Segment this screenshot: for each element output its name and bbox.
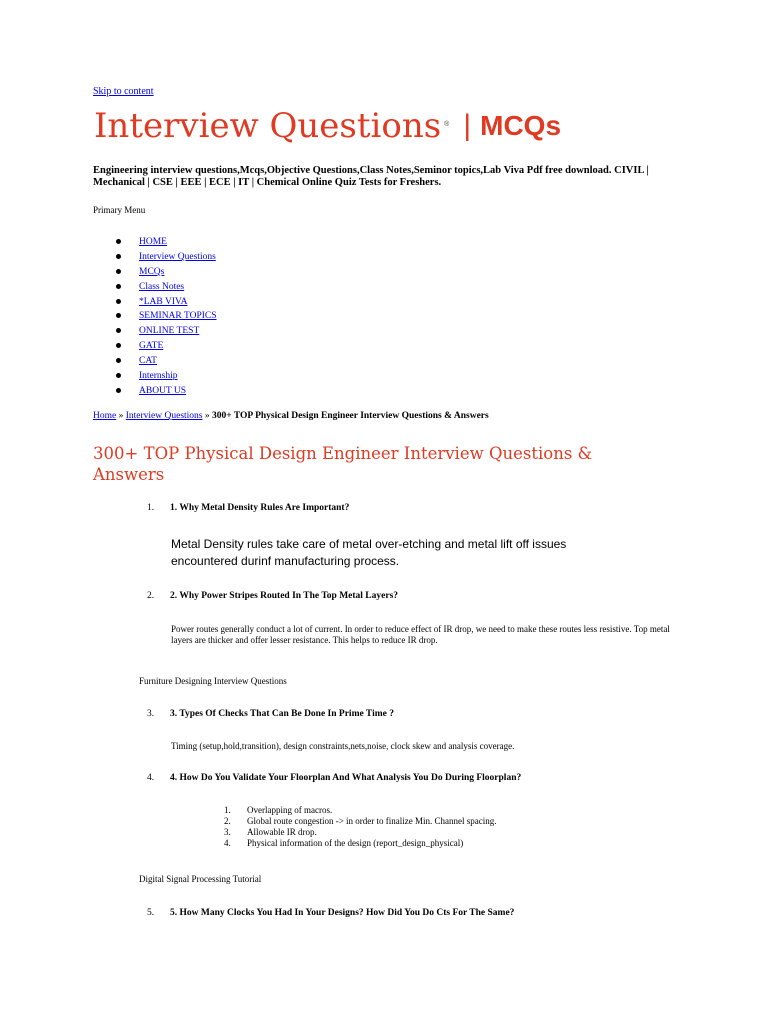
bullet-icon bbox=[116, 254, 121, 259]
question-number: 2. bbox=[147, 591, 155, 601]
list-text: Global route congestion -> in order to finalize Min. Channel spacing. bbox=[247, 816, 497, 826]
question-number: 5. bbox=[147, 908, 155, 918]
page-title: 300+ TOP Physical Design Engineer Interview Questions & Answers bbox=[93, 444, 593, 484]
question-item bbox=[147, 773, 521, 783]
menu-link-gate[interactable]: GATE bbox=[139, 341, 164, 352]
primary-menu-label: Primary Menu bbox=[93, 205, 146, 215]
question-text: 4. How Do You Validate Your Floorplan And What Analysis You Do During Floorplan? bbox=[170, 773, 522, 783]
menu-item-gate bbox=[116, 339, 217, 354]
site-logo[interactable] bbox=[94, 103, 561, 153]
bullet-icon bbox=[116, 269, 121, 274]
related-link-text: Furniture Designing Interview Questions bbox=[139, 676, 287, 686]
skip-to-content-link[interactable]: Skip to content bbox=[93, 86, 154, 97]
list-text: Allowable IR drop. bbox=[247, 827, 317, 837]
bullet-icon bbox=[116, 388, 121, 393]
menu-link-cat[interactable]: CAT bbox=[139, 356, 157, 367]
list-item bbox=[224, 816, 497, 827]
menu-item-seminar-topics bbox=[116, 309, 217, 324]
question-item bbox=[147, 709, 394, 719]
logo-mcqs-text: MCQs bbox=[480, 110, 562, 141]
question-item bbox=[147, 908, 514, 918]
primary-menu bbox=[116, 235, 217, 399]
list-number: 4. bbox=[224, 838, 231, 848]
question-number: 4. bbox=[147, 773, 155, 783]
menu-link-interview-questions[interactable]: Interview Questions bbox=[139, 251, 216, 262]
menu-link-mcqs[interactable]: MCQs bbox=[139, 266, 165, 277]
menu-item-interview-questions bbox=[116, 250, 217, 265]
menu-item-cat bbox=[116, 354, 217, 369]
menu-item-home bbox=[116, 235, 217, 250]
breadcrumb-home[interactable]: Home bbox=[93, 411, 117, 421]
bullet-icon bbox=[116, 358, 121, 363]
answer-text: Timing (setup,hold,transition), design constraints,nets,noise, clock skew and analysis coverage. bbox=[171, 741, 515, 751]
related-link-text: Digital Signal Processing Tutorial bbox=[139, 874, 262, 884]
bullet-icon bbox=[116, 373, 121, 378]
floorplan-checklist bbox=[224, 805, 497, 849]
menu-item-about-us bbox=[116, 384, 217, 399]
question-number: 1. bbox=[147, 503, 155, 513]
menu-item-class-notes bbox=[116, 280, 217, 295]
question-text: 1. Why Metal Density Rules Are Important? bbox=[170, 503, 350, 513]
menu-link-home[interactable]: HOME bbox=[139, 237, 167, 247]
bullet-icon bbox=[116, 299, 121, 304]
breadcrumb bbox=[93, 411, 489, 421]
menu-item-mcqs bbox=[116, 265, 217, 280]
answer-text: Metal Density rules take care of metal over-etching and metal lift off issues encountered durinf manufacturing process. bbox=[171, 537, 567, 568]
breadcrumb-current: 300+ TOP Physical Design Engineer Interview Questions & Answers bbox=[212, 411, 489, 421]
list-item bbox=[224, 805, 497, 816]
question-item bbox=[147, 503, 349, 513]
breadcrumb-interview-questions[interactable]: Interview Questions bbox=[125, 411, 203, 421]
logo-text: Interview Questions bbox=[94, 106, 442, 146]
breadcrumb-separator: » bbox=[116, 411, 126, 421]
question-text: 5. How Many Clocks You Had In Your Designs? How Did You Do Cts For The Same? bbox=[170, 908, 515, 918]
logo-separator: | bbox=[463, 109, 472, 142]
question-text: 3. Types Of Checks That Can Be Done In Prime Time ? bbox=[170, 709, 394, 719]
question-number: 3. bbox=[147, 709, 155, 719]
list-number: 3. bbox=[224, 827, 231, 837]
menu-link-class-notes[interactable]: Class Notes bbox=[139, 281, 185, 292]
menu-item-lab-viva bbox=[116, 295, 217, 310]
menu-link-lab-viva[interactable]: *LAB VIVA bbox=[139, 296, 188, 307]
bullet-icon bbox=[116, 328, 121, 333]
menu-item-internship bbox=[116, 369, 217, 384]
menu-link-internship[interactable]: Internship bbox=[139, 371, 178, 382]
list-item bbox=[224, 827, 497, 838]
list-text: Physical information of the design (report_design_physical) bbox=[247, 838, 464, 848]
list-text: Overlapping of macros. bbox=[247, 805, 333, 815]
bullet-icon bbox=[116, 239, 121, 244]
menu-link-online-test[interactable]: ONLINE TEST bbox=[139, 326, 200, 337]
logo-registered-mark: ® bbox=[444, 121, 450, 128]
answer-text: Power routes generally conduct a lot of current. In order to reduce effect of IR drop, we need to make these routes less resistive. Top metal layers are thicker and offer lesser resistance. This helps to reduce IR drop. bbox=[171, 624, 670, 645]
menu-item-online-test bbox=[116, 324, 217, 339]
menu-link-about-us[interactable]: ABOUT US bbox=[139, 385, 187, 396]
list-number: 2. bbox=[224, 816, 231, 826]
site-description: Engineering interview questions,Mcqs,Objective Questions,Class Notes,Seminor topics,Lab Viva Pdf free download. CIVIL | Mechanical | CSE | EEE | ECE | IT | Chemical Online Quiz Tests for Freshers. bbox=[93, 165, 649, 188]
question-item bbox=[147, 591, 398, 601]
list-item bbox=[224, 838, 497, 849]
bullet-icon bbox=[116, 284, 121, 289]
menu-link-seminar-topics[interactable]: SEMINAR TOPICS bbox=[139, 311, 217, 322]
question-text: 2. Why Power Stripes Routed In The Top Metal Layers? bbox=[170, 591, 399, 601]
bullet-icon bbox=[116, 313, 121, 318]
bullet-icon bbox=[116, 343, 121, 348]
list-number: 1. bbox=[224, 805, 231, 815]
breadcrumb-separator: » bbox=[202, 411, 212, 421]
